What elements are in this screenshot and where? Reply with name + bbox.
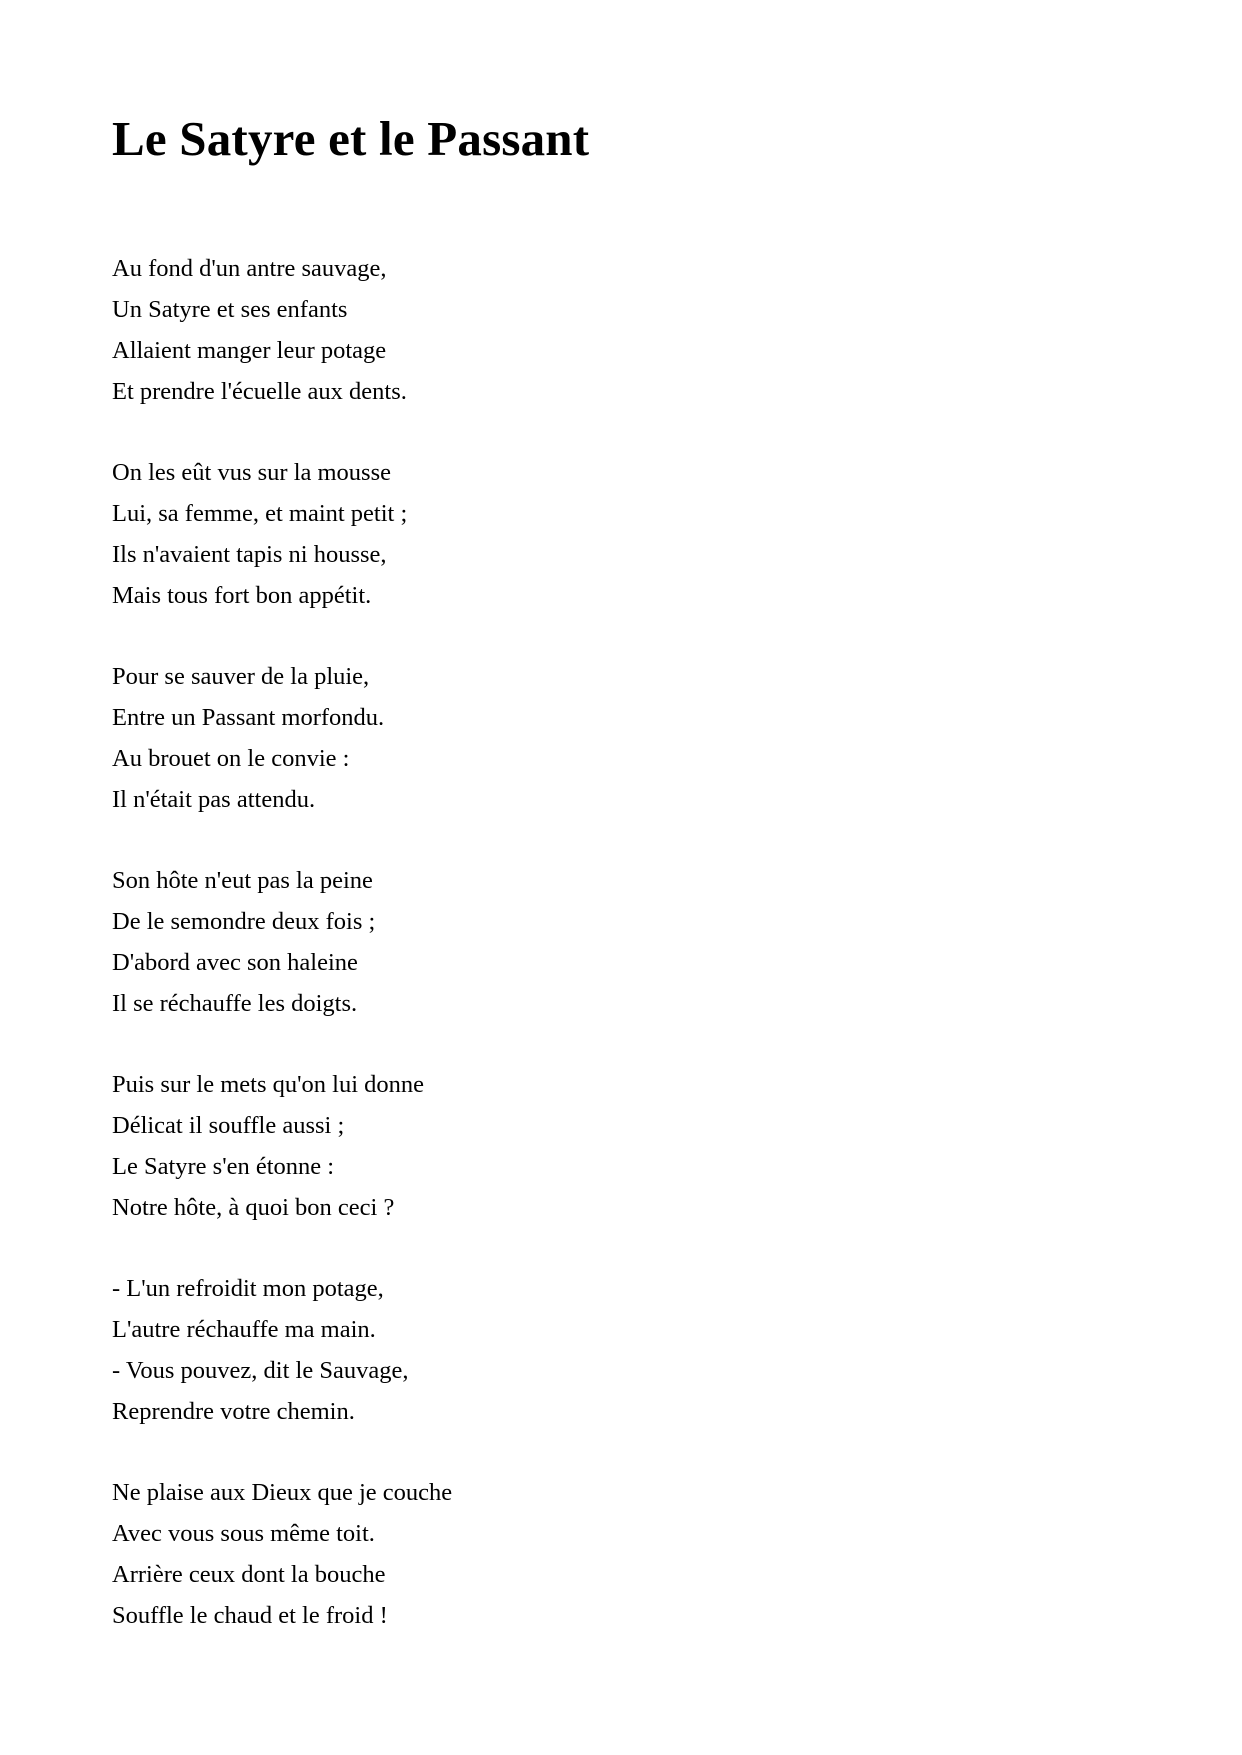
poem-line: Avec vous sous même toit. xyxy=(112,1520,375,1547)
poem-line: Au brouet on le convie : xyxy=(112,745,350,772)
poem-line: D'abord avec son haleine xyxy=(112,949,358,976)
poem-line: Pour se sauver de la pluie, xyxy=(112,663,370,690)
poem-line: Notre hôte, à quoi bon ceci ? xyxy=(112,1194,395,1221)
poem-line: Il se réchauffe les doigts. xyxy=(112,990,358,1017)
poem-line: - Vous pouvez, dit le Sauvage, xyxy=(112,1357,409,1384)
poem-line: Son hôte n'eut pas la peine xyxy=(112,867,373,894)
poem-line: L'autre réchauffe ma main. xyxy=(112,1316,376,1343)
poem-line: De le semondre deux fois ; xyxy=(112,908,376,935)
stanza-6 xyxy=(112,1268,1112,1432)
poem-line: Entre un Passant morfondu. xyxy=(112,704,385,731)
poem-title: Le Satyre et le Passant xyxy=(112,111,590,166)
poem-line: Puis sur le mets qu'on lui donne xyxy=(112,1071,425,1098)
poem-line: Et prendre l'écuelle aux dents. xyxy=(112,378,407,405)
stanza-4 xyxy=(112,860,1112,1024)
document-page xyxy=(112,104,1112,1676)
stanza-2 xyxy=(112,452,1112,616)
poem-line: Ne plaise aux Dieux que je couche xyxy=(112,1479,453,1506)
poem-line: Reprendre votre chemin. xyxy=(112,1398,355,1425)
poem-line: Mais tous fort bon appétit. xyxy=(112,582,372,609)
poem-line: Délicat il souffle aussi ; xyxy=(112,1112,345,1139)
poem-line: On les eût vus sur la mousse xyxy=(112,459,391,486)
poem-line: - L'un refroidit mon potage, xyxy=(112,1275,384,1302)
poem-line: Arrière ceux dont la bouche xyxy=(112,1561,386,1588)
stanza-5 xyxy=(112,1064,1112,1228)
poem-line: Il n'était pas attendu. xyxy=(112,786,316,813)
poem-line: Le Satyre s'en étonne : xyxy=(112,1153,335,1180)
poem-line: Au fond d'un antre sauvage, xyxy=(112,255,387,282)
stanza-3 xyxy=(112,656,1112,820)
poem-body xyxy=(112,248,1112,1636)
poem-line: Souffle le chaud et le froid ! xyxy=(112,1602,388,1629)
poem-line: Ils n'avaient tapis ni housse, xyxy=(112,541,387,568)
stanza-7 xyxy=(112,1472,1112,1636)
poem-line: Un Satyre et ses enfants xyxy=(112,296,348,323)
poem-line: Allaient manger leur potage xyxy=(112,337,387,364)
poem-line: Lui, sa femme, et maint petit ; xyxy=(112,500,408,527)
stanza-1 xyxy=(112,248,1112,412)
